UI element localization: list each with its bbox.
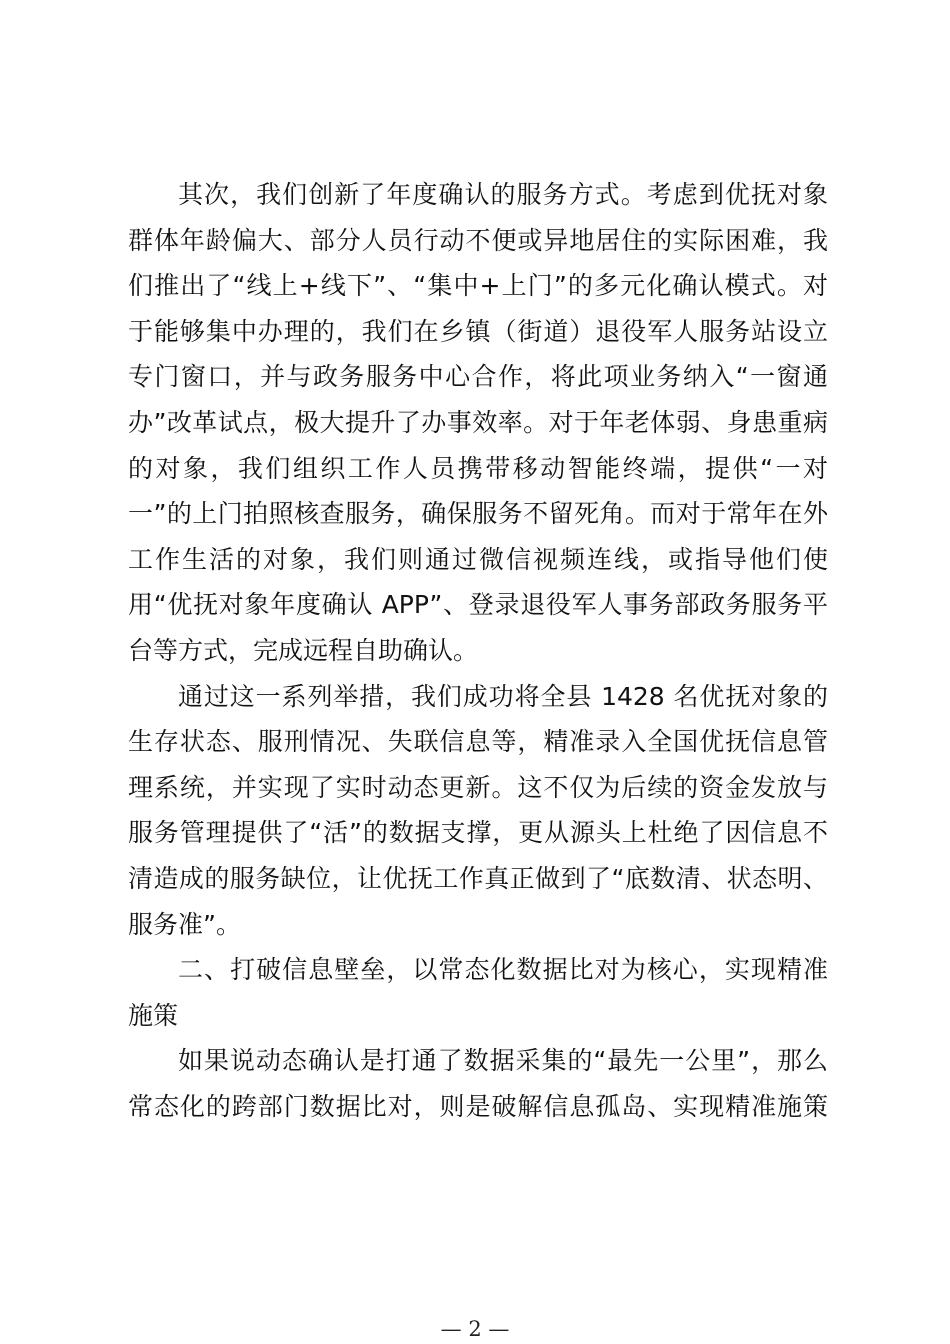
- text-line: 一”的上门拍照核查服务，确保服务不留死角。而对于常年在外: [128, 499, 828, 529]
- text-line: 理系统，并实现了实时动态更新。这不仅为后续的资金发放与: [128, 772, 828, 802]
- text-line: 施策: [128, 1000, 179, 1030]
- text-line: 通过这一系列举措，我们成功将全县 1428 名优抚对象的: [178, 681, 828, 711]
- text-line: 其次，我们创新了年度确认的服务方式。考虑到优抚对象: [178, 180, 828, 209]
- text-line: 台等方式，完成远程自助确认。: [128, 635, 479, 665]
- text-line: 生存状态、服刑情况、失联信息等，精准录入全国优抚信息管: [128, 727, 828, 757]
- text-line: 清造成的服务缺位，让优抚工作真正做到了“底数清、状态明、: [128, 863, 828, 893]
- text-line: 专门窗口，并与政务服务中心合作，将此项业务纳入“一窗通: [128, 362, 828, 392]
- text-line: 如果说动态确认是打通了数据采集的“最先一公里”，那么: [178, 1046, 828, 1076]
- text-line: 办”改革试点，极大提升了办事效率。对于年老体弱、身患重病: [128, 407, 828, 437]
- text-line: 常态化的跨部门数据比对，则是破解信息孤岛、实现精准施策: [128, 1091, 828, 1121]
- text-line: 用“优抚对象年度确认 APP”、登录退役军人事务部政务服务平: [128, 590, 828, 620]
- document-body: [128, 172, 828, 1129]
- text-line: 群体年龄偏大、部分人员行动不便或异地居住的实际困难，我: [128, 225, 828, 255]
- text-line: 服务准”。: [128, 909, 241, 939]
- text-line: 服务管理提供了“活”的数据支撑，更从源头上杜绝了因信息不: [128, 818, 828, 848]
- text-line: 的对象，我们组织工作人员携带移动智能终端，提供“一对: [128, 453, 828, 483]
- text-line: 工作生活的对象，我们则通过微信视频连线，或指导他们使: [128, 544, 828, 574]
- page-number: — 2 —: [440, 1317, 510, 1341]
- text-line: 于能够集中办理的，我们在乡镇（街道）退役军人服务站设立: [128, 316, 828, 346]
- text-line: 二、打破信息壁垒，以常态化数据比对为核心，实现精准: [178, 955, 828, 985]
- text-line: 们推出了“线上+线下”、“集中+上门”的多元化确认模式。对: [128, 271, 828, 301]
